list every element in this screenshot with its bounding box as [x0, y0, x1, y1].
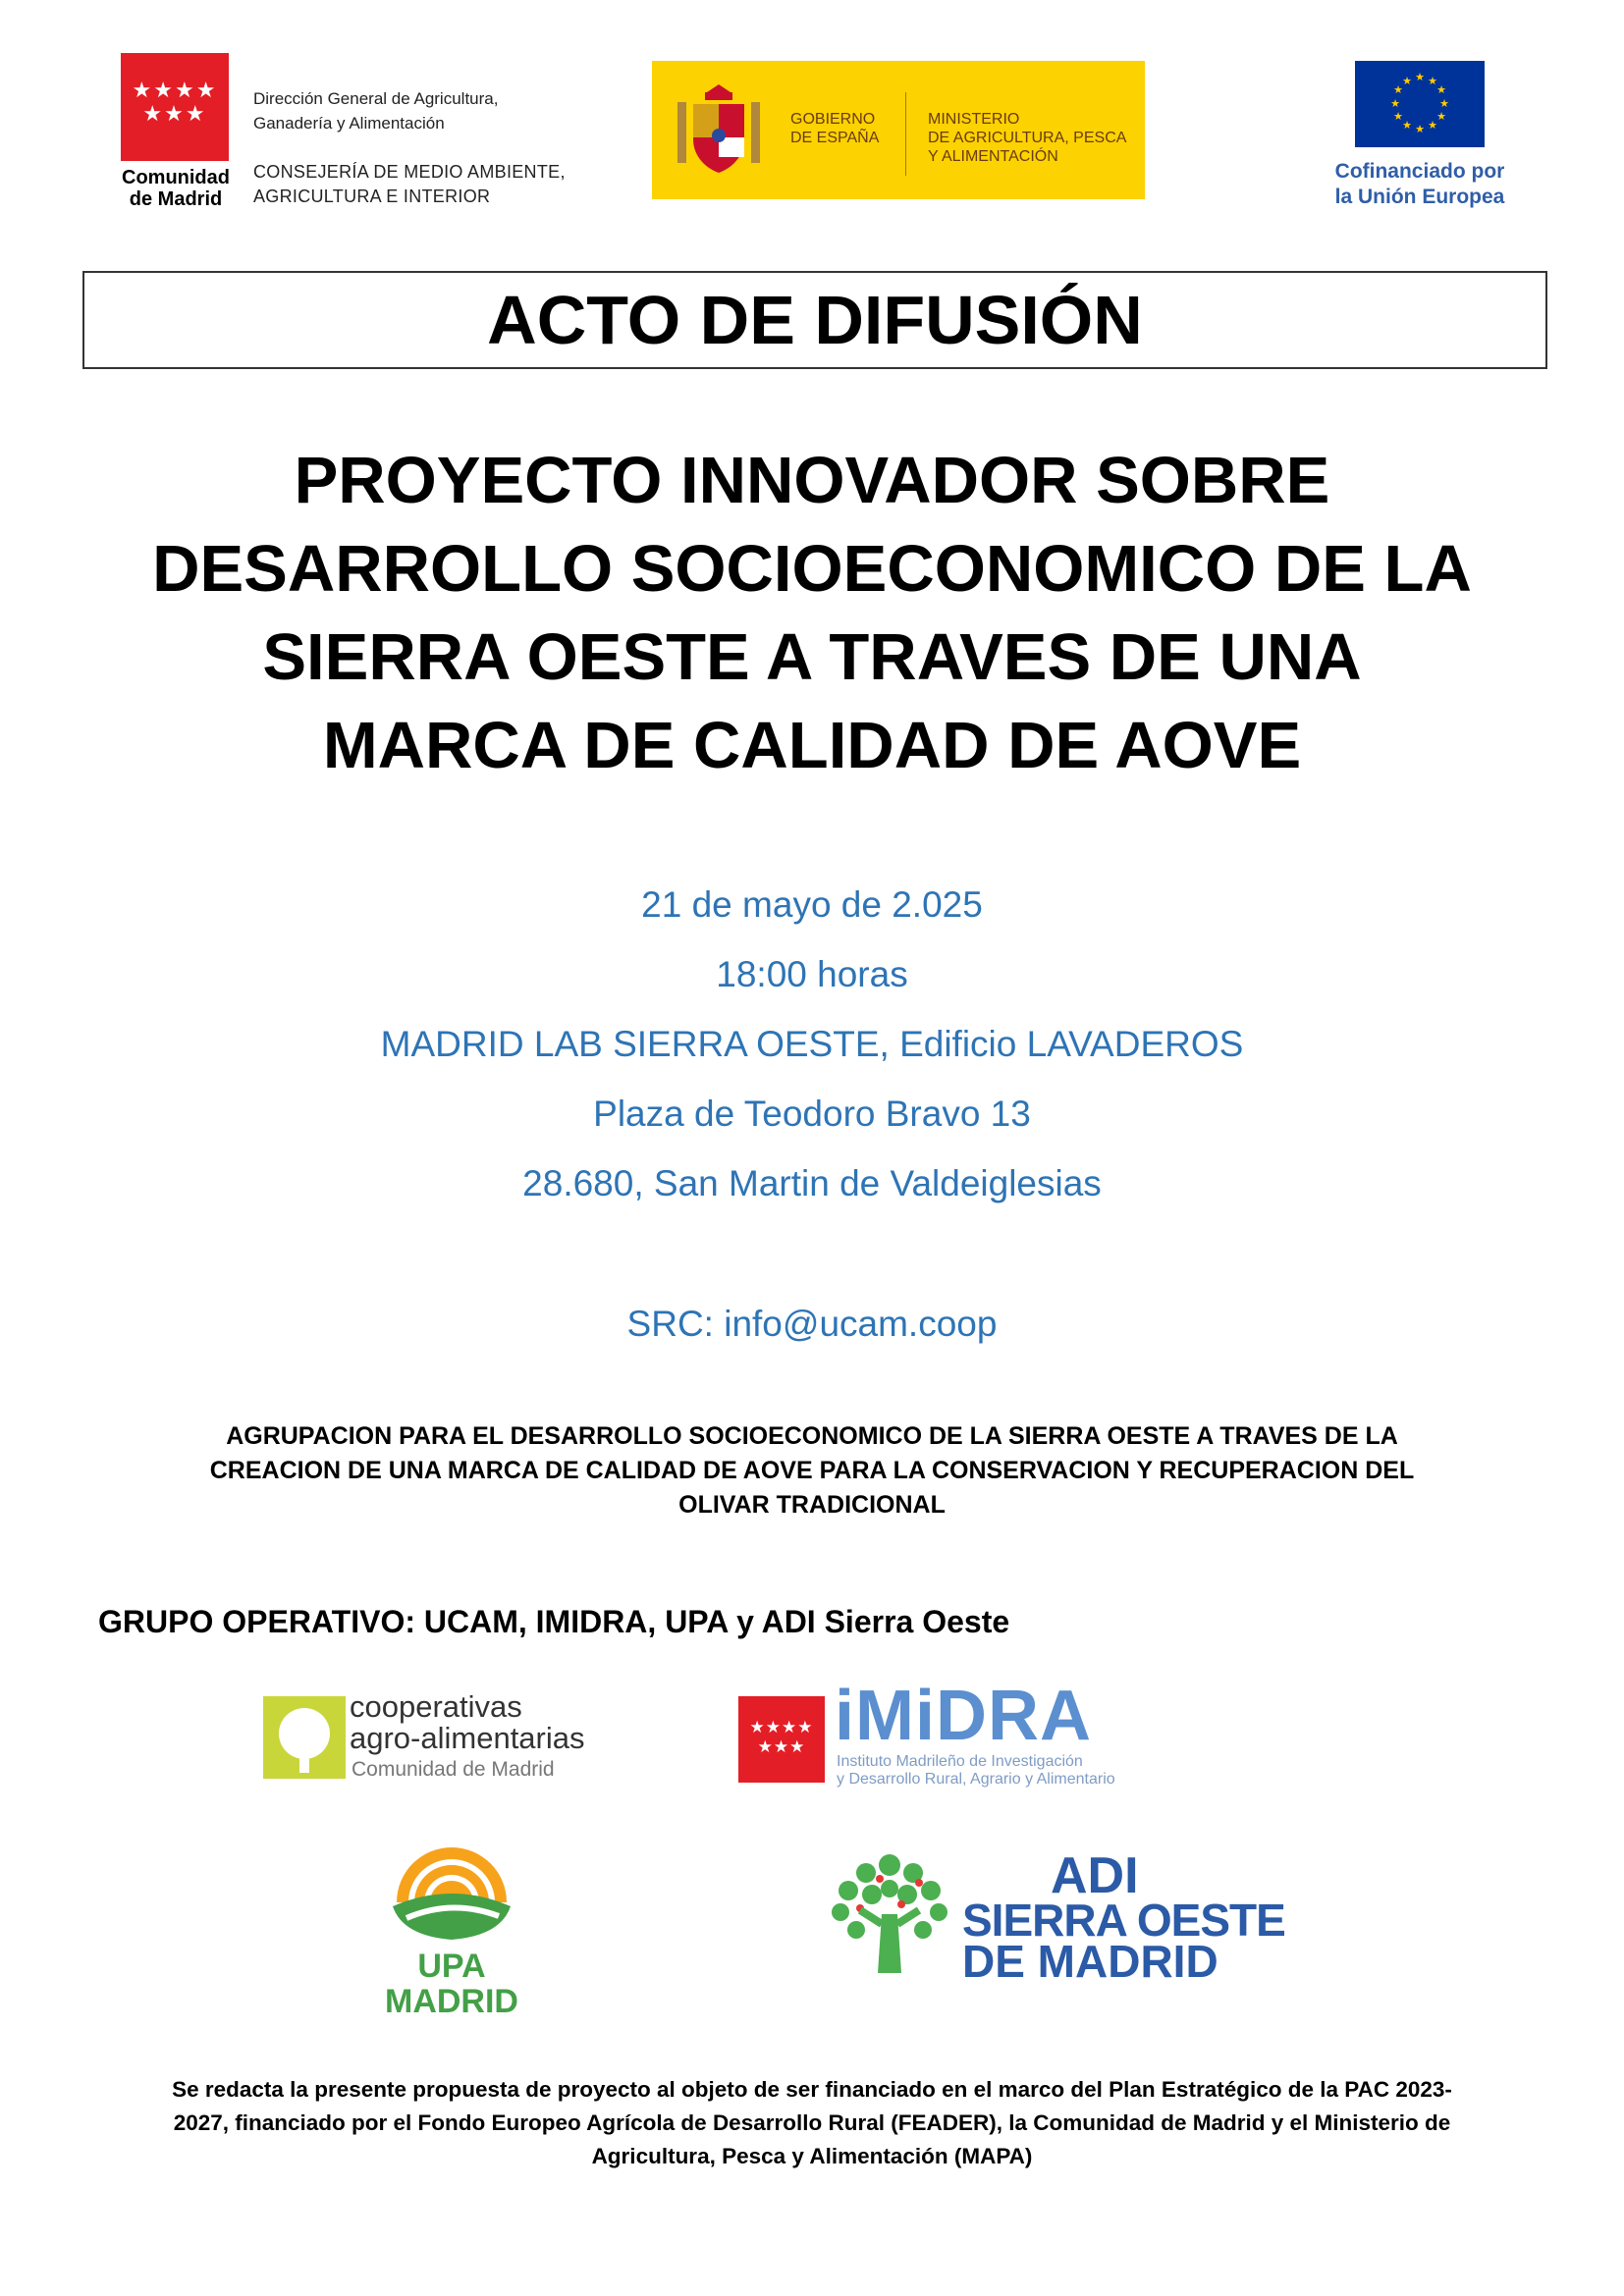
- svg-text:★: ★: [1439, 97, 1449, 110]
- ministerio-text: MINISTERIO DE AGRICULTURA, PESCA Y ALIMENTACIÓN: [928, 111, 1127, 165]
- svg-text:★: ★: [1393, 83, 1403, 96]
- grupo-operativo: GRUPO OPERATIVO: UCAM, IMIDRA, UPA y ADI Sierra Oeste: [98, 1604, 1010, 1639]
- project-title: PROYECTO INNOVADOR SOBRE DESARROLLO SOCIOECONOMICO DE LA SIERRA OESTE A TRAVES DE UNA MARCA DE CALIDAD DE AOVE: [152, 444, 1472, 782]
- imidra-name: iMiDRA: [835, 1677, 1092, 1755]
- comunidad-madrid-name: Comunidad de Madrid: [122, 167, 230, 210]
- cooperativas-logo-icon: [263, 1696, 346, 1779]
- page-title: ACTO DE DIFUSIÓN: [487, 282, 1143, 358]
- svg-text:★: ★: [1436, 110, 1446, 123]
- svg-text:★: ★: [1393, 110, 1403, 123]
- upa-logo-icon: [383, 1834, 520, 1944]
- event-contact: SRC: info@ucam.coop: [626, 1304, 998, 1344]
- adi-text: ADI: [1051, 1847, 1139, 1904]
- agroalimentarias-text: agro-alimentarias: [350, 1721, 585, 1755]
- event-time: 18:00 horas: [716, 954, 908, 994]
- coat-of-arms-icon: [674, 80, 764, 179]
- direccion-general-text: Dirección General de Agricultura, Ganadería y Alimentación: [253, 89, 499, 133]
- agrupacion-description: AGRUPACION PARA EL DESARROLLO SOCIOECONOMICO DE LA SIERRA OESTE A TRAVES DE LA CREACION DE UNA MARCA DE CALIDAD DE AOVE PARA LA CONSERVACION Y RECUPERACION DEL OLIVAR TRADICIONAL: [209, 1422, 1415, 1519]
- gob-divider: [905, 92, 906, 176]
- adi-tree-icon: [821, 1845, 958, 1983]
- gobierno-text: GOBIERNO DE ESPAÑA: [790, 111, 880, 146]
- event-address: Plaza de Teodoro Bravo 13: [593, 1094, 1031, 1134]
- upa-text: UPA: [417, 1948, 486, 1985]
- imidra-subtitle: Instituto Madrileño de Investigación y Desarrollo Rural, Agrario y Alimentario: [837, 1753, 1115, 1788]
- event-date: 21 de mayo de 2.025: [641, 884, 983, 925]
- svg-text:★: ★: [1390, 97, 1400, 110]
- consejeria-text: CONSEJERÍA DE MEDIO AMBIENTE, AGRICULTURA E INTERIOR: [253, 162, 566, 206]
- event-venue: MADRID LAB SIERRA OESTE, Edificio LAVADEROS: [380, 1024, 1244, 1064]
- upa-madrid-text: MADRID: [385, 1983, 518, 2020]
- imidra-stars-icon: ★★★★ ★★★: [749, 1718, 814, 1756]
- svg-text:★: ★: [1415, 123, 1425, 135]
- eu-cofinanciado-text: Cofinanciado por la Unión Europea: [1334, 160, 1505, 208]
- cooperativas-region-text: Comunidad de Madrid: [352, 1758, 555, 1781]
- event-city: 28.680, San Martin de Valdeiglesias: [522, 1163, 1102, 1203]
- eu-flag-icon: [1355, 61, 1485, 147]
- madrid-stars-icon: ★★★★ ★★★: [132, 78, 218, 126]
- svg-text:★: ★: [1402, 119, 1412, 132]
- svg-text:★: ★: [1428, 75, 1437, 87]
- funding-footer: Se redacta la presente propuesta de proyecto al objeto de ser financiado en el marco del Plan Estratégico de la PAC 2023- 2027, financiado por el Fondo Europeo Agrícola de Desarrollo Rural (FEADER), la Comunidad de Madrid y el Ministerio de Agricultura, Pesca y Alimentación (MAPA): [172, 2077, 1452, 2168]
- svg-text:★: ★: [1415, 71, 1425, 83]
- adi-sierra-oeste-text: SIERRA OESTE: [962, 1895, 1285, 1946]
- adi-de-madrid-text: DE MADRID: [962, 1936, 1218, 1987]
- svg-text:★: ★: [1436, 83, 1446, 96]
- cooperativas-text: cooperativas: [350, 1689, 522, 1724]
- svg-text:★: ★: [1402, 75, 1412, 87]
- svg-text:★: ★: [1428, 119, 1437, 132]
